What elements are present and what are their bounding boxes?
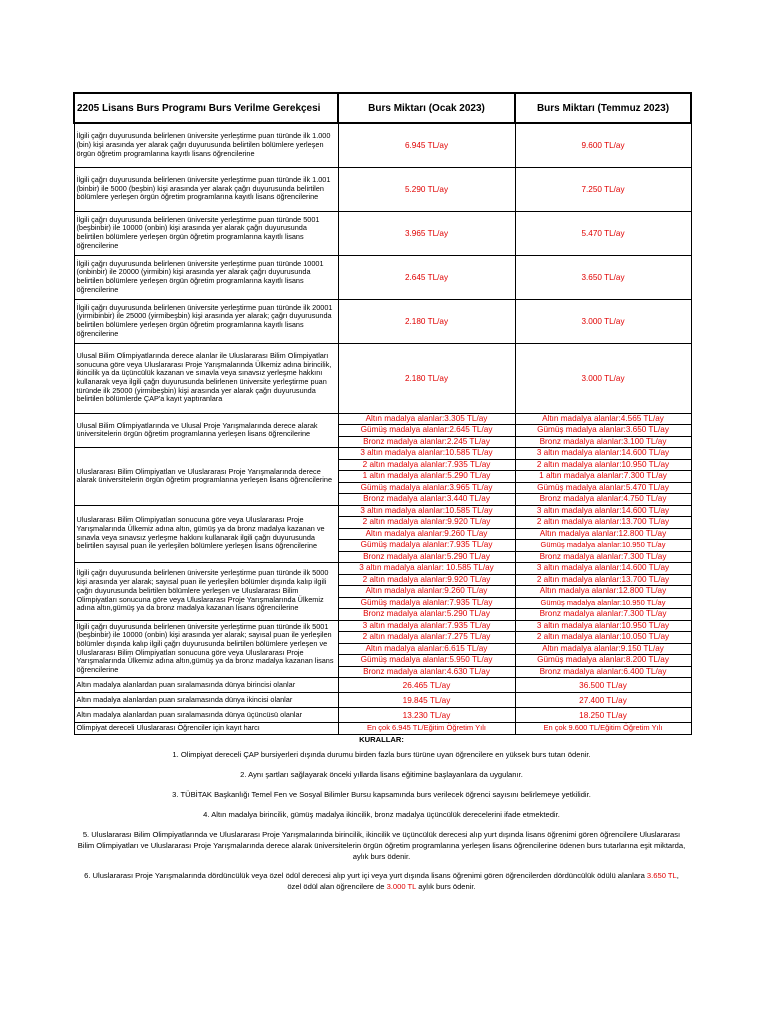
amount-temmuz: 3 altın madalya alanlar:14.600 TL/ay bbox=[515, 505, 691, 517]
amount-temmuz: Altın madalya alanlar:12.800 TL/ay bbox=[515, 528, 691, 540]
amount-ocak: Altın madalya alanlar:9.260 TL/ay bbox=[338, 586, 515, 598]
amount-ocak: 2.645 TL/ay bbox=[338, 255, 515, 299]
amount-temmuz: 5.470 TL/ay bbox=[515, 211, 691, 255]
amount-ocak: 1 altın madalya alanlar:5.290 TL/ay bbox=[338, 471, 515, 483]
amount-ocak: 3 altın madalya alanlar:10.585 TL/ay bbox=[338, 505, 515, 517]
amount-ocak: Bronz madalya alanlar:2.245 TL/ay bbox=[338, 436, 515, 448]
table-row bbox=[74, 678, 691, 693]
rule-2: 2. Aynı şartları sağlayarak önceki yıllarda lisans eğitimine başlayanlara da uygulanır. bbox=[240, 769, 523, 779]
amount-temmuz: 3 altın madalya alanlar:14.600 TL/ay bbox=[515, 448, 691, 460]
amount-temmuz: 2 altın madalya alanlar:13.700 TL/ay bbox=[515, 574, 691, 586]
rule-6 bbox=[73, 870, 690, 892]
amount-ocak: 2 altın madalya alanlar:7.275 TL/ay bbox=[338, 632, 515, 644]
reason-cell: Altın madalya alanlardan puan sıralamasında dünya üçüncüsü olanlar bbox=[74, 708, 338, 723]
amount-temmuz: 3 altın madalya alanlar:14.600 TL/ay bbox=[515, 563, 691, 575]
amount-ocak: Gümüş madalya alanlar:7.935 TL/ay bbox=[338, 540, 515, 552]
amount-ocak: Gümüş madalya alanlar:5.950 TL/ay bbox=[338, 655, 515, 667]
amount-ocak: 2.180 TL/ay bbox=[338, 299, 515, 343]
reason-cell: Olimpiyat dereceli Uluslararası Öğrenciler için kayıt harcı bbox=[74, 723, 338, 735]
amount-temmuz: 1 altın madalya alanlar:7.300 TL/ay bbox=[515, 471, 691, 483]
amount-temmuz: 3.000 TL/ay bbox=[515, 299, 691, 343]
amount-ocak: Bronz madalya alanlar:5.290 TL/ay bbox=[338, 609, 515, 621]
amount-ocak: 3 altın madalya alanlar:7.935 TL/ay bbox=[338, 620, 515, 632]
amount-ocak: Bronz madalya alanlar:5.290 TL/ay bbox=[338, 551, 515, 563]
amount-temmuz: 36.500 TL/ay bbox=[515, 678, 691, 693]
amount-ocak: 2 altın madalya alanlar:7.935 TL/ay bbox=[338, 459, 515, 471]
amount-temmuz: 2 altın madalya alanlar:10.050 TL/ay bbox=[515, 632, 691, 644]
scholarship-document bbox=[73, 92, 690, 892]
rule-4: 4. Altın madalya birincilik, gümüş madalya ikincilik, bronz madalya üçüncülük derecelerini ifade etmektedir. bbox=[203, 809, 560, 819]
rule-3: 3. TÜBİTAK Başkanlığı Temel Fen ve Sosyal Bilimler Bursu kapsamında burs verilecek öğrenci sayısını belirlemeye yetkilidir. bbox=[172, 789, 591, 799]
amount-ocak: En çok 6.945 TL/Eğitim Öğretim Yılı bbox=[338, 723, 515, 735]
reason-cell: Altın madalya alanlardan puan sıralamasında dünya birincisi olanlar bbox=[74, 678, 338, 693]
amount-temmuz: 7.250 TL/ay bbox=[515, 167, 691, 211]
reason-cell: İlgili çağrı duyurusunda belirlenen üniversite yerleştirme puan türünde 10001 (onbinbir) ile 20000 (yirmibin) kişi arasında yer alarak çağrı duyurusunda belirtilen bölümlere yerleşen örgün öğretim programlarına kayıtlı lisans öğrencilerine bbox=[74, 255, 338, 299]
amount-temmuz: Bronz madalya alanlar:6.400 TL/ay bbox=[515, 666, 691, 678]
table-row bbox=[74, 505, 691, 517]
amount-ocak: 6.945 TL/ay bbox=[338, 123, 515, 167]
amount-temmuz: Bronz madalya alanlar:7.300 TL/ay bbox=[515, 609, 691, 621]
amount-ocak: Bronz madalya alanlar:3.440 TL/ay bbox=[338, 494, 515, 506]
amount-ocak: 2.180 TL/ay bbox=[338, 343, 515, 413]
amount-temmuz: Bronz madalya alanlar:4.750 TL/ay bbox=[515, 494, 691, 506]
rule-6-text-c: aylık burs ödenir. bbox=[418, 881, 476, 891]
rule-6-amount-fourth: 3.650 TL bbox=[646, 870, 677, 880]
amount-temmuz: Bronz madalya alanlar:7.300 TL/ay bbox=[515, 551, 691, 563]
amount-temmuz: 18.250 TL/ay bbox=[515, 708, 691, 723]
table-row bbox=[74, 413, 691, 425]
reason-cell: İlgili çağrı duyurusunda belirlenen üniversite yerleştirme puan türünde ilk 1.000 (bin) kişi arasında yer alarak çağrı duyurusunda belirtilen bölümlere yerleşen örgün öğretim programlarına kayıtlı lisans öğrencilerine bbox=[74, 123, 338, 167]
reason-cell: Altın madalya alanlardan puan sıralamasında dünya ikincisi olanlar bbox=[74, 693, 338, 708]
amount-temmuz: 3.650 TL/ay bbox=[515, 255, 691, 299]
amount-temmuz: Altın madalya alanlar:4.565 TL/ay bbox=[515, 413, 691, 425]
reason-cell: Uluslararası Bilim Olimpiyatları sonucuna göre veya Uluslararası Proje Yarışmalarında Ülkemiz adına altın, gümüş ya da bronz madalya kazanan ve sınavla veya sınavsız yerleşme hakkını kullanarak ilgili çağrı duyurusunda belirtilen sayısal puan ile yerleşilen bölümlere yerleşen lisans öğrencilerine bbox=[74, 505, 338, 563]
rule-5: 5. Uluslararası Bilim Olimpiyatlarında ve Uluslararası Proje Yarışmalarında birincilik, ikincilik ve üçüncülük derecesi alıp yurt dışında lisans öğrenimi gören öğrencilere Uluslararası Bilim Olimpiyatları ve Uluslararası Proje Yarışmalarında derece alarak üniversitelerin örgün öğretim programlarına yerleşen lisans öğrencilerine ödenen burs tutarlarına eşit miktarda, aylık burs ödenir. bbox=[77, 829, 686, 861]
amount-ocak: 26.465 TL/ay bbox=[338, 678, 515, 693]
table-row bbox=[74, 620, 691, 632]
amount-temmuz: Bronz madalya alanlar:3.100 TL/ay bbox=[515, 436, 691, 448]
table-row bbox=[74, 708, 691, 723]
header-reason: 2205 Lisans Burs Programı Burs Verilme Gerekçesi bbox=[74, 93, 338, 123]
amount-ocak: 5.290 TL/ay bbox=[338, 167, 515, 211]
reason-cell: Ulusal Bilim Olimpiyatlarında ve Ulusal Proje Yarışmalarında derece alarak üniversitelerin örgün öğretim programlarına yerleşen lisans öğrencilerine bbox=[74, 413, 338, 448]
amount-ocak: 2 altın madalya alanlar:9.920 TL/ay bbox=[338, 574, 515, 586]
amount-temmuz: 9.600 TL/ay bbox=[515, 123, 691, 167]
amount-ocak: 19.845 TL/ay bbox=[338, 693, 515, 708]
amount-ocak: 3.965 TL/ay bbox=[338, 211, 515, 255]
rule-1: 1. Olimpiyat dereceli ÇAP bursiyerleri dışında durumu birden fazla burs türüne uyan öğrencilere en yüksek burs tutarı ödenir. bbox=[172, 749, 591, 759]
amount-ocak: Altın madalya alanlar:3.305 TL/ay bbox=[338, 413, 515, 425]
header-temmuz: Burs Miktarı (Temmuz 2023) bbox=[515, 93, 691, 123]
amount-ocak: Gümüş madalya alanlar:2.645 TL/ay bbox=[338, 425, 515, 437]
table-row bbox=[74, 299, 691, 343]
amount-temmuz: 3.000 TL/ay bbox=[515, 343, 691, 413]
amount-temmuz: Altın madalya alanlar:9.150 TL/ay bbox=[515, 643, 691, 655]
rules-section bbox=[73, 735, 690, 892]
table-row bbox=[74, 211, 691, 255]
reason-cell: İlgili çağrı duyurusunda belirlenen üniversite yerleştirme puan türünde 5001 (beşbinbir) ile 10000 (onbin) kişi arasında yer alarak çağrı duyurusunda belirtilen bölümlere yerleşen örgün öğretim programlarına kayıtlı lisans öğrencilerine bbox=[74, 211, 338, 255]
reason-cell: Ulusal Bilim Olimpiyatlarında derece alanlar ile Uluslararası Bilim Olimpiyatları sonucuna göre veya Uluslararası Proje Yarışmalarında Ülkemiz adına birincilik, ikincilik ya da üçüncülük kazanan ve sınavla veya sınavsız yerleşme hakkını kullanarak veya ilgili çağrı duyurusunda belirlenen üniversite yerleştirme puan türünde ilk 25000 (yirmibeşbin) kişi arasında yer alarak çağrı duyurusunda belirtilen bölümlerde ÇAP'a kayıt yaptıranlara bbox=[74, 343, 338, 413]
rule-6-amount-special: 3.000 TL bbox=[386, 881, 417, 891]
amount-ocak: 3 altın madalya alanlar:10.585 TL/ay bbox=[338, 448, 515, 460]
amount-temmuz: 3 altın madalya alanlar:10.950 TL/ay bbox=[515, 620, 691, 632]
amount-ocak: Bronz madalya alanlar:4.630 TL/ay bbox=[338, 666, 515, 678]
scholarship-table bbox=[73, 92, 692, 735]
amount-ocak: Gümüş madalya alanlar:3.965 TL/ay bbox=[338, 482, 515, 494]
reason-cell: İlgili çağrı duyurusunda belirlenen üniversite yerleştirme puan türünde ilk 5001 (beşbinbir) ile 10000 (onbin) kişi arasında yer alarak; sayısal puan ile yerleşilen bölümler dışında kalıp ilgili çağrı duyurusunda belirtilen bölümlere yerleşen ve Uluslararası Bilim Olimpiyatları sonucuna göre veya Uluslararası Proje Yarışmalarında Ülkemiz adına altın,gümüş ya da bronz madalya kazanan lisans öğrencilerine bbox=[74, 620, 338, 678]
amount-ocak: Gümüş madalya alanlar:7.935 TL/ay bbox=[338, 597, 515, 609]
reason-cell: İlgili çağrı duyurusunda belirlenen üniversite yerleştirme puan türünde ilk 1.001 (binbir) ile 5000 (beşbin) kişi arasında yer alarak çağrı duyurusunda belirtilen bölümlere yerleşen örgün öğretim programlarına kayıtlı lisans öğrencilerine bbox=[74, 167, 338, 211]
rules-title: KURALLAR: bbox=[359, 734, 404, 744]
table-header-row bbox=[74, 93, 691, 123]
amount-temmuz: En çok 9.600 TL/Eğitim Öğretim Yılı bbox=[515, 723, 691, 735]
reason-cell: İlgili çağrı duyurusunda belirlenen üniversite yerleştirme puan türünde ilk 5000 kişi arasında yer alarak; sayısal puan ile yerleşilen bölümler dışında kalıp ilgili çağrı duyurusunda belirtilen bölümlere yerleşen ve Uluslararası Bilim Olimpiyatları sonucuna göre veya Uluslararası Proje Yarışmalarında Ülkemiz adına altın,gümüş ya da bronz madalya kazanan lisans öğrencilerine bbox=[74, 563, 338, 621]
header-ocak: Burs Miktarı (Ocak 2023) bbox=[338, 93, 515, 123]
table-row bbox=[74, 723, 691, 735]
rule-6-text-a: 6. Uluslararası Proje Yarışmalarında dördüncülük veya özel ödül derecesi alıp yurt içi veya yurt dışında lisans öğrenimi gören öğrencilerden dördüncülük ödülü alanlara bbox=[84, 870, 645, 880]
amount-temmuz: Altın madalya alanlar:12.800 TL/ay bbox=[515, 586, 691, 598]
amount-temmuz: 27.400 TL/ay bbox=[515, 693, 691, 708]
table-row bbox=[74, 448, 691, 460]
amount-temmuz: Gümüş madalya alanlar:3.650 TL/ay bbox=[515, 425, 691, 437]
amount-ocak: Altın madalya alanlar:6.615 TL/ay bbox=[338, 643, 515, 655]
amount-ocak: 13.230 TL/ay bbox=[338, 708, 515, 723]
amount-ocak: Altın madalya alanlar:9.260 TL/ay bbox=[338, 528, 515, 540]
table-row bbox=[74, 255, 691, 299]
table-row bbox=[74, 343, 691, 413]
amount-temmuz: Gümüş madalya alanlar:10.950 TL/ay bbox=[515, 540, 691, 552]
amount-temmuz: 2 altın madalya alanlar:13.700 TL/ay bbox=[515, 517, 691, 529]
amount-ocak: 2 altın madalya alanlar:9.920 TL/ay bbox=[338, 517, 515, 529]
amount-temmuz: 2 altın madalya alanlar:10.950 TL/ay bbox=[515, 459, 691, 471]
table-row bbox=[74, 693, 691, 708]
table-row bbox=[74, 167, 691, 211]
table-row bbox=[74, 563, 691, 575]
amount-temmuz: Gümüş madalya alanlar:5.470 TL/ay bbox=[515, 482, 691, 494]
amount-ocak: 3 altın madalya alanlar: 10.585 TL/ay bbox=[338, 563, 515, 575]
rule-6-text-b: , özel ödül alan öğrencilere de bbox=[287, 870, 679, 891]
table-row bbox=[74, 123, 691, 167]
amount-temmuz: Gümüş madalya alanlar:8.200 TL/ay bbox=[515, 655, 691, 667]
reason-cell: İlgili çağrı duyurusunda belirlenen üniversite yerleştirme puan türünde ilk 20001 (yirmibinbir) ile 25000 (yirmibeşbin) kişi arasında yer alarak; çağrı duyurusunda belirtilen bölümlere yerleşen örgün öğretim programlarına kayıtlı lisans öğrencilerine bbox=[74, 299, 338, 343]
amount-temmuz: Gümüş madalya alanlar:10.950 TL/ay bbox=[515, 597, 691, 609]
reason-cell: Uluslararası Bilim Olimpiyatları ve Uluslararası Proje Yarışmalarında derece alarak üniversitelerin örgün öğretim programlarına yerleşen lisans öğrencilerine bbox=[74, 448, 338, 506]
